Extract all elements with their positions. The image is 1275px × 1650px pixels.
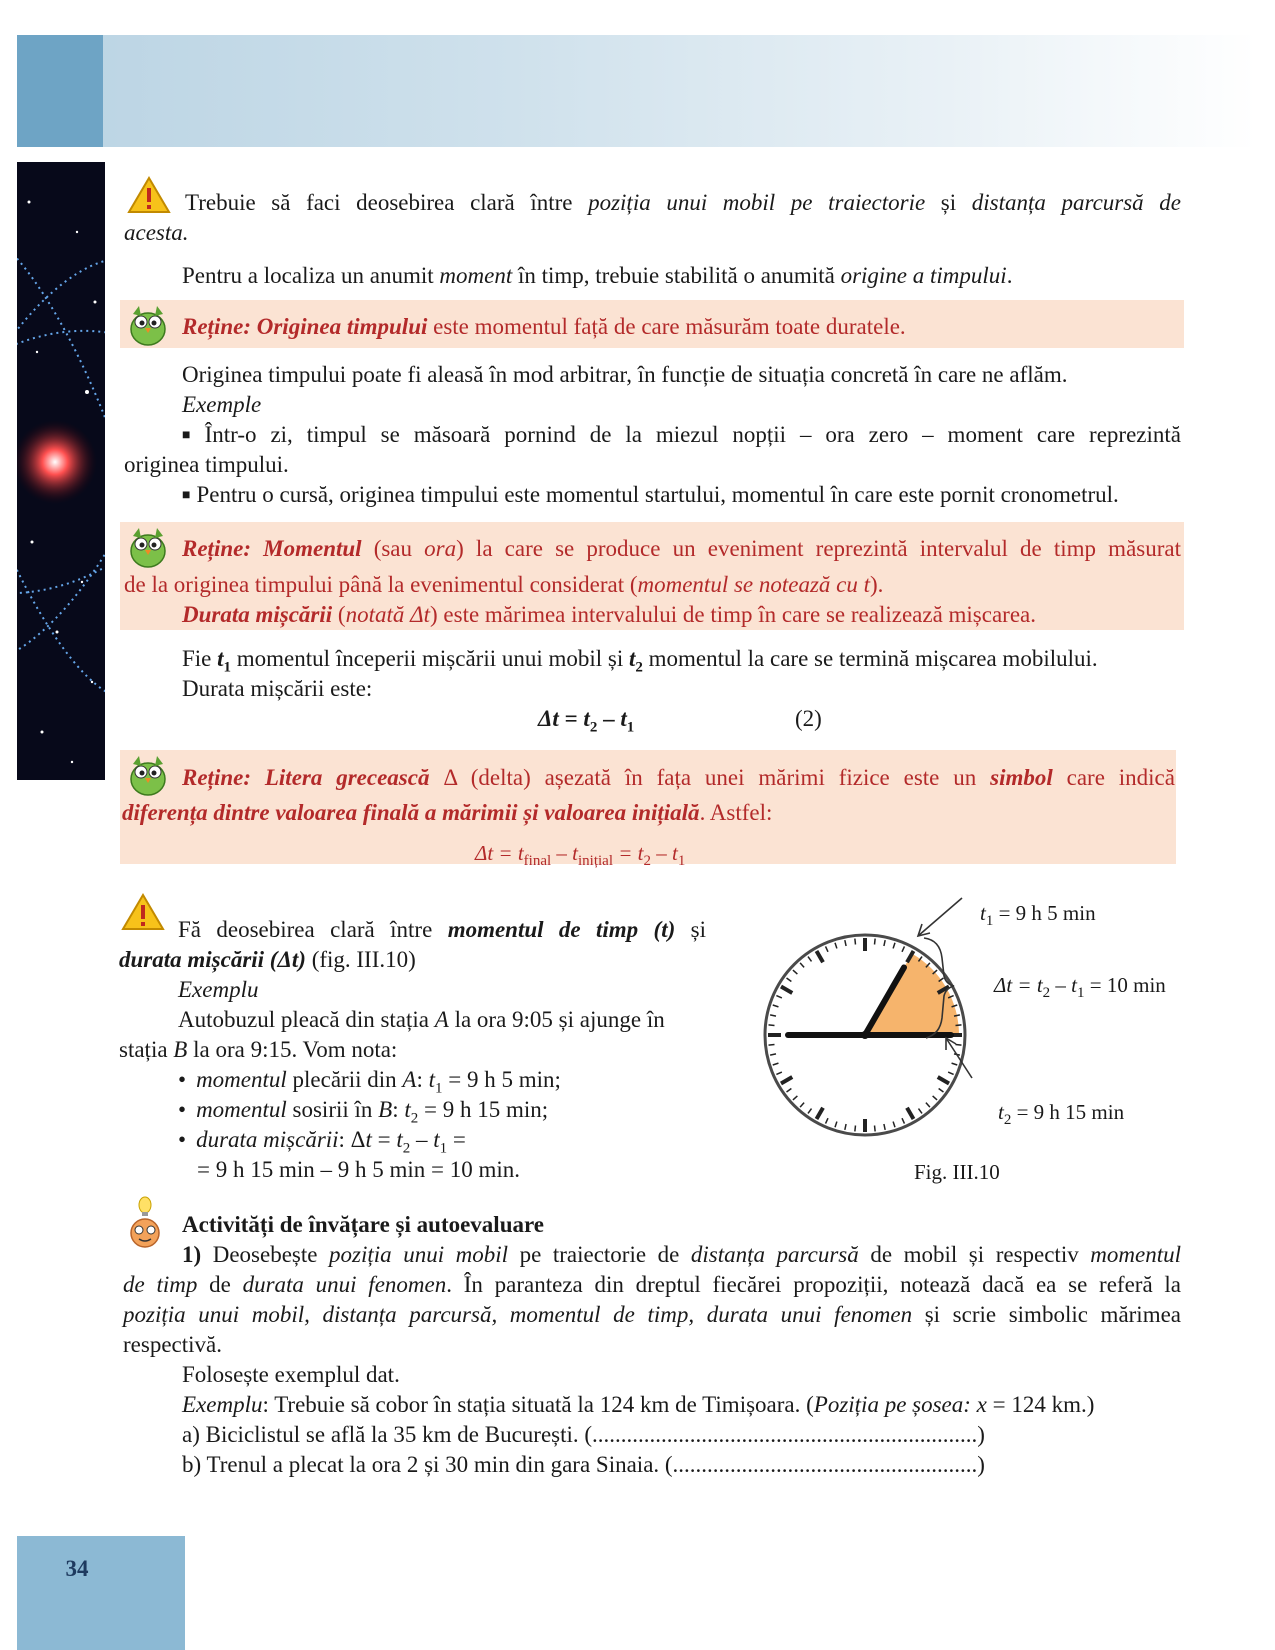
retine3-line1: Reține: Litera grecească Δ (delta) așezată în fața unei mărimi fizice este un simbol care indică	[182, 765, 1175, 790]
atom-orbits-image	[17, 162, 105, 780]
header-band	[17, 35, 1257, 147]
example2: ■ Pentru o cursă, originea timpului este momentul startului, momentul în care este pornit cronometrul.	[182, 482, 1119, 507]
figure-caption: Fig. III.10	[914, 1160, 1000, 1184]
label-delta-t: $\Delta t = t_2 - t_1 = 10$ min	[994, 973, 1166, 1002]
duration-line2: Durata mișcării este:	[182, 676, 373, 701]
activity1-line3: poziția unui mobil, distanța parcursă, momentul de timp, durata unui fenomen și scrie simbolic mărimea	[123, 1302, 1182, 1327]
example-line1: Autobuzul pleacă din stația A la ora 9:05 și ajunge în	[178, 1007, 665, 1032]
label-t1: $t_1 = 9$ h 5 min	[980, 901, 1096, 930]
label-t2: $t_2 = 9$ h 15 min	[998, 1100, 1125, 1129]
warning-icon	[121, 893, 165, 931]
activity1-line2: de timp de durata unui fenomen. În paranteza din dreptul fiecărei propoziții, notează dacă ea se referă la	[123, 1272, 1182, 1297]
examples-label: Exemple	[182, 392, 262, 417]
retine3-line2: diferența dintre valoarea finală a mărimii și valoarea inițială. Astfel:	[122, 800, 773, 825]
square-bullet-icon: ■	[182, 428, 199, 443]
activity-example: Exemplu: Trebuie să cobor în stația situată la 124 km de Timișoara. (Poziția pe șosea: x = 124 km.)	[182, 1392, 1095, 1417]
retine2-line2: de la originea timpului până la evenimentul considerat (momentul se notează cu t).	[124, 572, 884, 597]
item-b: b) Trenul a plecat la ora 2 și 30 min din gara Sinaia. (.....................................................)	[182, 1452, 985, 1477]
minute-tick	[855, 1126, 856, 1132]
owl-mascot-icon	[125, 524, 171, 570]
bullet-duration: • durata mișcării: $\Delta t = t_2 - t_1$ =	[178, 1127, 466, 1157]
bullet-departure: • momentul plecării din A: $t_1 = 9$ h 5 min;	[178, 1067, 561, 1097]
example1-line1: ■ Într-o zi, timpul se măsoară pornind de la miezul nopții – ora zero – moment care reprezintă	[182, 422, 1181, 447]
activity1-line1: 1) Deosebește poziția unui mobil pe traiectorie de distanța parcursă de mobil și respectiv momentul	[182, 1242, 1181, 1267]
retine1-text: Reține: Originea timpului este momentul față de care măsurăm toate duratele.	[182, 314, 906, 339]
retine2-line3: Durata mișcării (notată Δt) este mărimea intervalului de timp în care se realizează mișcarea.	[182, 602, 1037, 627]
owl-mascot-icon	[125, 752, 171, 798]
minute-tick	[855, 939, 856, 945]
item-a: a) Biciclistul se află la 35 km de București. (...................................................................)	[182, 1422, 985, 1447]
warning2-line1: Fă deosebirea clară între momentul de timp (t) și	[178, 917, 706, 942]
equation-number: (2)	[795, 706, 822, 731]
retine2-line1: Reține: Momentul (sau ora) la care se produce un eveniment reprezintă intervalul de timp măsurat	[182, 536, 1181, 561]
warning1-line2: acesta.	[124, 220, 189, 245]
activities-title: Activități de învățare și autoevaluare	[182, 1212, 544, 1237]
example-label: Exemplu	[178, 977, 259, 1002]
bullet-duration-result: = 9 h 15 min – 9 h 5 min = 10 min.	[197, 1157, 521, 1182]
minute-tick	[875, 1126, 876, 1132]
page-number: 34	[65, 1556, 89, 1581]
minute-tick	[769, 1045, 775, 1046]
header-accent-block	[17, 35, 103, 147]
warning2-line2: durata mișcării (Δt) (fig. III.10)	[119, 947, 416, 972]
square-bullet-icon: ■	[182, 488, 191, 503]
duration-line1: Fie $t_1$ momentul începerii mișcării unui mobil și $t_2$ momentul la care se termină mișcarea mobilului.	[182, 646, 1098, 676]
use-example: Folosește exemplul dat.	[182, 1362, 400, 1387]
minute-tick	[875, 939, 876, 945]
bullet-arrival: • momentul sosirii în B: $t_2 = 9$ h 15 min;	[178, 1097, 549, 1127]
warning-icon	[127, 176, 171, 214]
lightbulb-mascot-icon	[123, 1195, 167, 1249]
footer-page-block	[17, 1536, 185, 1650]
activity1-line4: respectivă.	[123, 1332, 222, 1357]
duration-formula: $\Delta t = t_2 - t_1$	[538, 706, 635, 736]
retine3-formula: $\Delta t = t_{final} - t_{inițial} = t_2 - t_1$	[475, 841, 686, 870]
origin-text: Originea timpului poate fi aleasă în mod arbitrar, în funcție de situația concretă în care ne aflăm.	[182, 362, 1068, 387]
minute-tick	[769, 1025, 775, 1026]
owl-mascot-icon	[125, 302, 171, 348]
example1-line2: originea timpului.	[124, 452, 289, 477]
warning1-line1: Trebuie să faci deosebirea clară între poziția unui mobil pe traiectorie și distanța parcursă de	[185, 190, 1181, 215]
origin-intro: Pentru a localiza un anumit moment în timp, trebuie stabilită o anumită origine a timpului.	[182, 263, 1013, 288]
example-line2: stația B la ora 9:15. Vom nota:	[119, 1037, 398, 1062]
side-decoration-image	[17, 162, 105, 780]
